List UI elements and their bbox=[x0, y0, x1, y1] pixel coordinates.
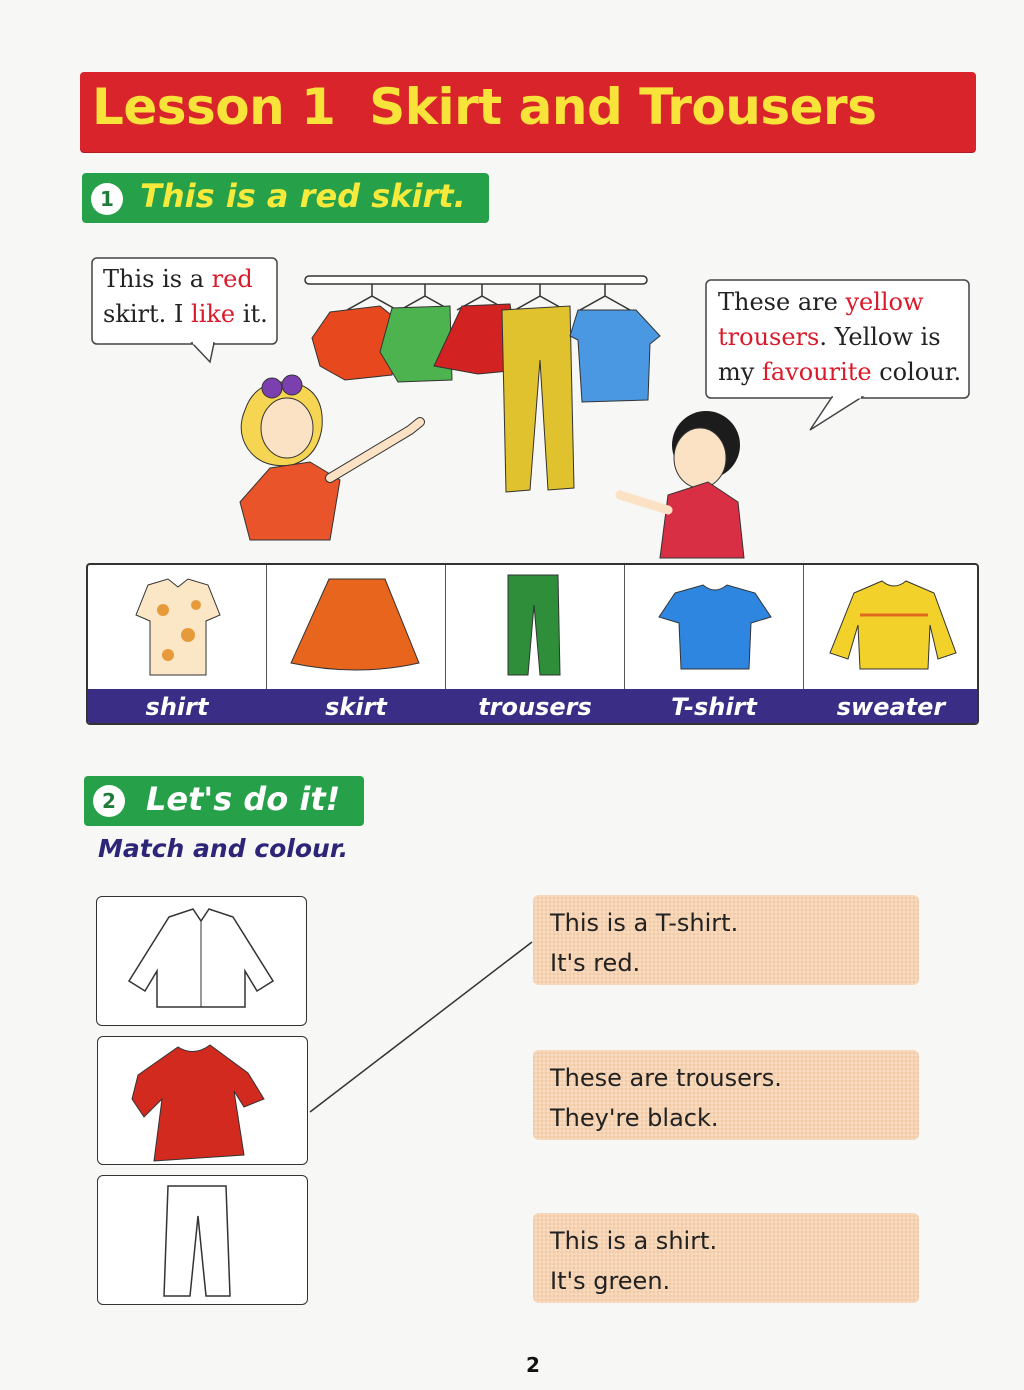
sentence-card-2[interactable] bbox=[533, 1050, 919, 1140]
red-tshirt-icon bbox=[98, 1037, 306, 1163]
sentence-line: It's green. bbox=[550, 1267, 671, 1295]
girl-illustration bbox=[240, 375, 420, 540]
sweater-icon bbox=[804, 565, 979, 689]
sweater-cell bbox=[804, 565, 979, 689]
label-tshirt: T-shirt bbox=[671, 693, 757, 721]
section-2-number: 2 bbox=[93, 785, 125, 817]
label-sweater: sweater bbox=[836, 693, 946, 721]
tshirt-icon bbox=[625, 565, 804, 689]
skirt-cell bbox=[267, 565, 446, 689]
shirt-icon bbox=[88, 565, 267, 689]
bubble-left-highlight: red bbox=[211, 265, 253, 293]
speech-bubble-right-text bbox=[718, 285, 968, 390]
label-shirt: shirt bbox=[145, 693, 209, 721]
sentence-card-1[interactable] bbox=[533, 895, 919, 985]
match-picture-tshirt[interactable] bbox=[97, 1036, 308, 1165]
bubble-left-text-part: skirt. I bbox=[103, 300, 192, 328]
bubble-right-text-part: colour. bbox=[871, 358, 962, 386]
section-1-title: This is a red skirt. bbox=[140, 177, 466, 215]
bubble-left-text-part: it. bbox=[235, 300, 268, 328]
boy-illustration bbox=[620, 411, 744, 558]
bubble-right-highlight: trousers bbox=[718, 323, 820, 351]
page-number: 2 bbox=[526, 1353, 540, 1377]
bubble-left-text-part: This is a bbox=[103, 265, 212, 293]
bubble-left-highlight: like bbox=[191, 300, 236, 328]
sentence-line: These are trousers. bbox=[550, 1064, 782, 1092]
speech-bubble-left-text bbox=[103, 262, 273, 332]
bubble-right-highlight: favourite bbox=[761, 358, 872, 386]
sentence-line: It's red. bbox=[550, 949, 641, 977]
sentence-line: This is a shirt. bbox=[550, 1227, 718, 1255]
sentence-card-3[interactable] bbox=[533, 1213, 919, 1303]
bubble-right-text-part: These are bbox=[718, 288, 846, 316]
bubble-right-text-part: . Yellow is bbox=[819, 323, 941, 351]
label-trousers: trousers bbox=[478, 693, 592, 721]
tshirt-cell bbox=[625, 565, 804, 689]
sentence-line: This is a T-shirt. bbox=[550, 909, 739, 937]
match-line bbox=[300, 930, 540, 1120]
match-picture-shirt[interactable] bbox=[96, 896, 307, 1026]
bubble-right-text-part: my bbox=[718, 358, 762, 386]
skirt-icon bbox=[267, 565, 446, 689]
bubble-right-highlight: yellow bbox=[845, 288, 924, 316]
label-skirt: skirt bbox=[325, 693, 387, 721]
shirt-outline-icon bbox=[97, 897, 305, 1024]
shirt-cell bbox=[88, 565, 267, 689]
clothes-label-bar bbox=[88, 689, 977, 725]
trousers-icon bbox=[446, 565, 625, 689]
trousers-outline-icon bbox=[98, 1176, 306, 1303]
clothes-vocabulary-table bbox=[86, 563, 979, 725]
trousers-cell bbox=[446, 565, 625, 689]
match-picture-trousers[interactable] bbox=[97, 1175, 308, 1305]
exercise-instruction: Match and colour. bbox=[98, 834, 349, 863]
lesson-title: Lesson 1 Skirt and Trousers bbox=[92, 78, 877, 136]
section-1-number: 1 bbox=[91, 183, 123, 215]
section-2-title: Let's do it! bbox=[146, 780, 341, 818]
sentence-line: They're black. bbox=[550, 1104, 719, 1132]
